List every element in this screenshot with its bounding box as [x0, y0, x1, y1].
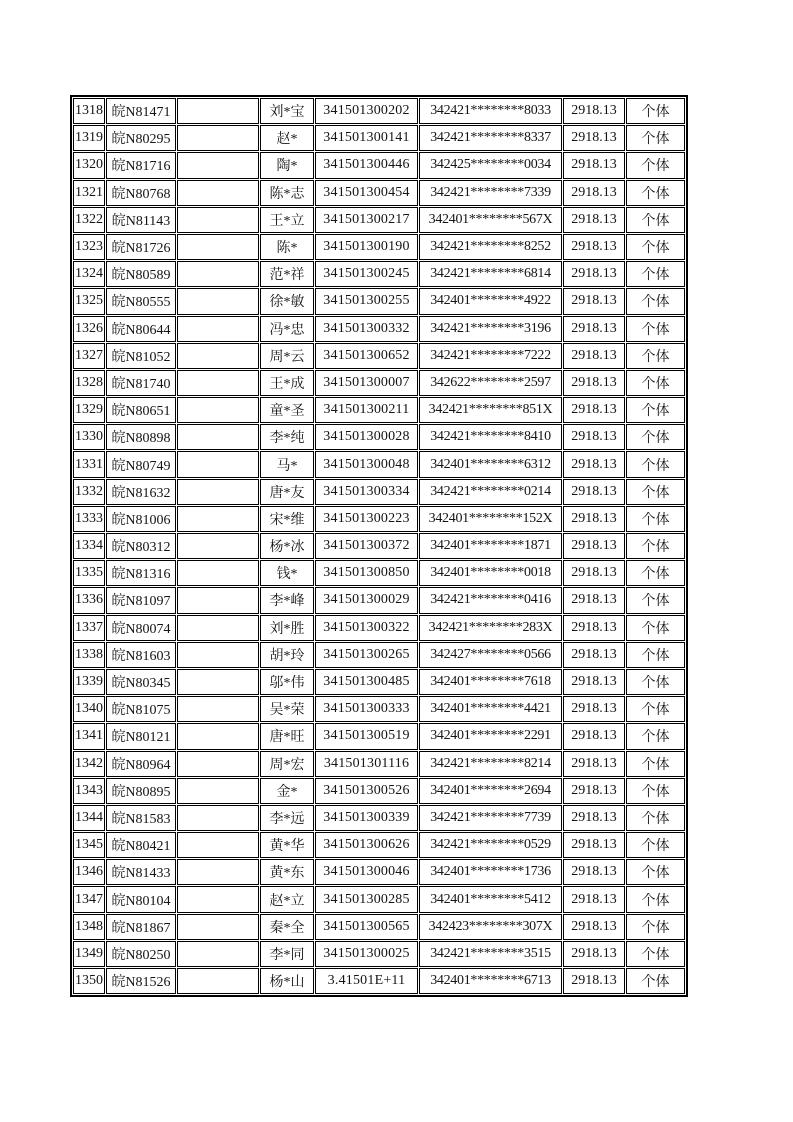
id-number-cell: 342421********8337	[419, 125, 562, 151]
table-row	[73, 914, 685, 940]
seq-number-cell: 1343	[73, 778, 105, 804]
id-number-cell: 342401********6312	[419, 451, 562, 477]
name-cell: 赵*	[260, 125, 314, 151]
empty-cell	[177, 533, 259, 559]
plate-number-cell: 皖N80555	[106, 288, 176, 314]
owner-type-cell: 个体	[626, 778, 685, 804]
id-number-cell: 342421********3196	[419, 316, 562, 342]
seq-number-cell: 1346	[73, 859, 105, 885]
empty-cell	[177, 234, 259, 260]
name-cell: 陶*	[260, 152, 314, 178]
empty-cell	[177, 288, 259, 314]
table-row	[73, 615, 685, 641]
seq-number-cell: 1344	[73, 805, 105, 831]
table-row	[73, 533, 685, 559]
amount-cell: 2918.13	[563, 479, 625, 505]
plate-number-cell: 皖N81097	[106, 587, 176, 613]
id-number-cell: 342401********6713	[419, 968, 562, 994]
record-number-cell: 341501300141	[315, 125, 418, 151]
seq-number-cell: 1325	[73, 288, 105, 314]
seq-number-cell: 1321	[73, 180, 105, 206]
amount-cell: 2918.13	[563, 288, 625, 314]
name-cell: 陈*志	[260, 180, 314, 206]
amount-cell: 2918.13	[563, 941, 625, 967]
record-number-cell: 341501300339	[315, 805, 418, 831]
name-cell: 胡*玲	[260, 642, 314, 668]
plate-number-cell: 皖N81143	[106, 207, 176, 233]
seq-number-cell: 1319	[73, 125, 105, 151]
id-number-cell: 342622********2597	[419, 370, 562, 396]
empty-cell	[177, 696, 259, 722]
amount-cell: 2918.13	[563, 859, 625, 885]
owner-type-cell: 个体	[626, 805, 685, 831]
amount-cell: 2918.13	[563, 125, 625, 151]
empty-cell	[177, 615, 259, 641]
empty-cell	[177, 125, 259, 151]
empty-cell	[177, 370, 259, 396]
amount-cell: 2918.13	[563, 261, 625, 287]
seq-number-cell: 1338	[73, 642, 105, 668]
owner-type-cell: 个体	[626, 506, 685, 532]
name-cell: 范*祥	[260, 261, 314, 287]
amount-cell: 2918.13	[563, 180, 625, 206]
table-row	[73, 125, 685, 151]
owner-type-cell: 个体	[626, 832, 685, 858]
plate-number-cell: 皖N80895	[106, 778, 176, 804]
amount-cell: 2918.13	[563, 805, 625, 831]
plate-number-cell: 皖N80104	[106, 886, 176, 912]
plate-number-cell: 皖N81006	[106, 506, 176, 532]
name-cell: 周*云	[260, 343, 314, 369]
plate-number-cell: 皖N81867	[106, 914, 176, 940]
record-number-cell: 341501300211	[315, 397, 418, 423]
seq-number-cell: 1334	[73, 533, 105, 559]
record-number-cell: 341501300519	[315, 723, 418, 749]
seq-number-cell: 1341	[73, 723, 105, 749]
name-cell: 周*宏	[260, 751, 314, 777]
amount-cell: 2918.13	[563, 587, 625, 613]
empty-cell	[177, 587, 259, 613]
owner-type-cell: 个体	[626, 751, 685, 777]
id-number-cell: 342425********0034	[419, 152, 562, 178]
plate-number-cell: 皖N80312	[106, 533, 176, 559]
table-row	[73, 832, 685, 858]
plate-number-cell: 皖N81740	[106, 370, 176, 396]
amount-cell: 2918.13	[563, 615, 625, 641]
owner-type-cell: 个体	[626, 261, 685, 287]
plate-number-cell: 皖N80250	[106, 941, 176, 967]
id-number-cell: 342421********7222	[419, 343, 562, 369]
amount-cell: 2918.13	[563, 669, 625, 695]
owner-type-cell: 个体	[626, 316, 685, 342]
id-number-cell: 342421********0416	[419, 587, 562, 613]
amount-cell: 2918.13	[563, 98, 625, 124]
empty-cell	[177, 207, 259, 233]
plate-number-cell: 皖N80421	[106, 832, 176, 858]
seq-number-cell: 1333	[73, 506, 105, 532]
owner-type-cell: 个体	[626, 968, 685, 994]
plate-number-cell: 皖N80295	[106, 125, 176, 151]
table-row	[73, 805, 685, 831]
id-number-cell: 342401********0018	[419, 560, 562, 586]
owner-type-cell: 个体	[626, 533, 685, 559]
seq-number-cell: 1323	[73, 234, 105, 260]
plate-number-cell: 皖N80749	[106, 451, 176, 477]
id-number-cell: 342421********6814	[419, 261, 562, 287]
table-row	[73, 424, 685, 450]
name-cell: 宋*维	[260, 506, 314, 532]
amount-cell: 2918.13	[563, 914, 625, 940]
owner-type-cell: 个体	[626, 859, 685, 885]
amount-cell: 2918.13	[563, 370, 625, 396]
owner-type-cell: 个体	[626, 234, 685, 260]
amount-cell: 2918.13	[563, 506, 625, 532]
empty-cell	[177, 316, 259, 342]
record-number-cell: 341501300322	[315, 615, 418, 641]
id-number-cell: 342421********8410	[419, 424, 562, 450]
seq-number-cell: 1331	[73, 451, 105, 477]
table-row	[73, 98, 685, 124]
table-row	[73, 669, 685, 695]
table-row	[73, 261, 685, 287]
owner-type-cell: 个体	[626, 343, 685, 369]
amount-cell: 2918.13	[563, 778, 625, 804]
empty-cell	[177, 941, 259, 967]
name-cell: 徐*敏	[260, 288, 314, 314]
empty-cell	[177, 397, 259, 423]
owner-type-cell: 个体	[626, 207, 685, 233]
empty-cell	[177, 261, 259, 287]
id-number-cell: 342401********152X	[419, 506, 562, 532]
record-number-cell: 341501300048	[315, 451, 418, 477]
name-cell: 王*成	[260, 370, 314, 396]
plate-number-cell: 皖N80121	[106, 723, 176, 749]
id-number-cell: 342401********7618	[419, 669, 562, 695]
table-row	[73, 316, 685, 342]
owner-type-cell: 个体	[626, 370, 685, 396]
name-cell: 杨*山	[260, 968, 314, 994]
id-number-cell: 342423********307X	[419, 914, 562, 940]
owner-type-cell: 个体	[626, 941, 685, 967]
owner-type-cell: 个体	[626, 424, 685, 450]
seq-number-cell: 1337	[73, 615, 105, 641]
record-number-cell: 341501300255	[315, 288, 418, 314]
name-cell: 李*远	[260, 805, 314, 831]
seq-number-cell: 1322	[73, 207, 105, 233]
empty-cell	[177, 859, 259, 885]
record-number-cell: 341501300028	[315, 424, 418, 450]
seq-number-cell: 1342	[73, 751, 105, 777]
id-number-cell: 342401********4421	[419, 696, 562, 722]
name-cell: 刘*宝	[260, 98, 314, 124]
table-row	[73, 642, 685, 668]
table-row	[73, 968, 685, 994]
record-number-cell: 341501300526	[315, 778, 418, 804]
id-number-cell: 342421********7739	[419, 805, 562, 831]
name-cell: 赵*立	[260, 886, 314, 912]
amount-cell: 2918.13	[563, 968, 625, 994]
plate-number-cell: 皖N81526	[106, 968, 176, 994]
plate-number-cell: 皖N81052	[106, 343, 176, 369]
table-row	[73, 234, 685, 260]
record-number-cell: 3.41501E+11	[315, 968, 418, 994]
table-row	[73, 696, 685, 722]
plate-number-cell: 皖N80964	[106, 751, 176, 777]
seq-number-cell: 1345	[73, 832, 105, 858]
record-number-cell: 341501301116	[315, 751, 418, 777]
empty-cell	[177, 778, 259, 804]
amount-cell: 2918.13	[563, 533, 625, 559]
plate-number-cell: 皖N81583	[106, 805, 176, 831]
amount-cell: 2918.13	[563, 696, 625, 722]
record-number-cell: 341501300190	[315, 234, 418, 260]
table-row	[73, 886, 685, 912]
record-number-cell: 341501300223	[315, 506, 418, 532]
table-row	[73, 397, 685, 423]
seq-number-cell: 1318	[73, 98, 105, 124]
empty-cell	[177, 968, 259, 994]
record-number-cell: 341501300029	[315, 587, 418, 613]
plate-number-cell: 皖N80898	[106, 424, 176, 450]
empty-cell	[177, 751, 259, 777]
record-number-cell: 341501300334	[315, 479, 418, 505]
table-row	[73, 451, 685, 477]
owner-type-cell: 个体	[626, 696, 685, 722]
record-number-cell: 341501300332	[315, 316, 418, 342]
id-number-cell: 342421********8252	[419, 234, 562, 260]
amount-cell: 2918.13	[563, 560, 625, 586]
empty-cell	[177, 343, 259, 369]
name-cell: 冯*忠	[260, 316, 314, 342]
name-cell: 黄*东	[260, 859, 314, 885]
table-row	[73, 180, 685, 206]
record-number-cell: 341501300652	[315, 343, 418, 369]
record-number-cell: 341501300372	[315, 533, 418, 559]
empty-cell	[177, 723, 259, 749]
empty-cell	[177, 479, 259, 505]
seq-number-cell: 1349	[73, 941, 105, 967]
plate-number-cell: 皖N80345	[106, 669, 176, 695]
table-row	[73, 479, 685, 505]
record-number-cell: 341501300454	[315, 180, 418, 206]
amount-cell: 2918.13	[563, 832, 625, 858]
seq-number-cell: 1326	[73, 316, 105, 342]
empty-cell	[177, 152, 259, 178]
seq-number-cell: 1332	[73, 479, 105, 505]
owner-type-cell: 个体	[626, 152, 685, 178]
owner-type-cell: 个体	[626, 288, 685, 314]
plate-number-cell: 皖N80589	[106, 261, 176, 287]
name-cell: 李*纯	[260, 424, 314, 450]
id-number-cell: 342401********1736	[419, 859, 562, 885]
id-number-cell: 342421********7339	[419, 180, 562, 206]
empty-cell	[177, 451, 259, 477]
id-number-cell: 342401********5412	[419, 886, 562, 912]
name-cell: 钱*	[260, 560, 314, 586]
seq-number-cell: 1350	[73, 968, 105, 994]
id-number-cell: 342401********1871	[419, 533, 562, 559]
record-number-cell: 341501300245	[315, 261, 418, 287]
id-number-cell: 342401********4922	[419, 288, 562, 314]
empty-cell	[177, 914, 259, 940]
owner-type-cell: 个体	[626, 615, 685, 641]
table-row	[73, 506, 685, 532]
table-row	[73, 587, 685, 613]
name-cell: 陈*	[260, 234, 314, 260]
plate-number-cell: 皖N80651	[106, 397, 176, 423]
owner-type-cell: 个体	[626, 914, 685, 940]
amount-cell: 2918.13	[563, 343, 625, 369]
record-number-cell: 341501300217	[315, 207, 418, 233]
id-number-cell: 342421********8214	[419, 751, 562, 777]
record-number-cell: 341501300007	[315, 370, 418, 396]
record-number-cell: 341501300850	[315, 560, 418, 586]
amount-cell: 2918.13	[563, 642, 625, 668]
empty-cell	[177, 424, 259, 450]
name-cell: 童*圣	[260, 397, 314, 423]
seq-number-cell: 1324	[73, 261, 105, 287]
record-number-cell: 341501300333	[315, 696, 418, 722]
table-row	[73, 778, 685, 804]
name-cell: 李*同	[260, 941, 314, 967]
record-number-cell: 341501300565	[315, 914, 418, 940]
name-cell: 吴*荣	[260, 696, 314, 722]
record-number-cell: 341501300285	[315, 886, 418, 912]
table-row	[73, 941, 685, 967]
record-number-cell: 341501300446	[315, 152, 418, 178]
id-number-cell: 342421********3515	[419, 941, 562, 967]
empty-cell	[177, 832, 259, 858]
records-table-body	[73, 98, 685, 994]
owner-type-cell: 个体	[626, 587, 685, 613]
owner-type-cell: 个体	[626, 98, 685, 124]
record-number-cell: 341501300485	[315, 669, 418, 695]
seq-number-cell: 1329	[73, 397, 105, 423]
owner-type-cell: 个体	[626, 669, 685, 695]
owner-type-cell: 个体	[626, 479, 685, 505]
plate-number-cell: 皖N81632	[106, 479, 176, 505]
amount-cell: 2918.13	[563, 234, 625, 260]
plate-number-cell: 皖N81471	[106, 98, 176, 124]
id-number-cell: 342421********8033	[419, 98, 562, 124]
name-cell: 秦*全	[260, 914, 314, 940]
amount-cell: 2918.13	[563, 424, 625, 450]
amount-cell: 2918.13	[563, 152, 625, 178]
owner-type-cell: 个体	[626, 180, 685, 206]
name-cell: 王*立	[260, 207, 314, 233]
amount-cell: 2918.13	[563, 451, 625, 477]
owner-type-cell: 个体	[626, 723, 685, 749]
seq-number-cell: 1335	[73, 560, 105, 586]
id-number-cell: 342421********851X	[419, 397, 562, 423]
name-cell: 李*峰	[260, 587, 314, 613]
plate-number-cell: 皖N80074	[106, 615, 176, 641]
seq-number-cell: 1330	[73, 424, 105, 450]
plate-number-cell: 皖N81075	[106, 696, 176, 722]
owner-type-cell: 个体	[626, 451, 685, 477]
record-number-cell: 341501300202	[315, 98, 418, 124]
seq-number-cell: 1347	[73, 886, 105, 912]
table-row	[73, 751, 685, 777]
name-cell: 邬*伟	[260, 669, 314, 695]
plate-number-cell: 皖N81726	[106, 234, 176, 260]
plate-number-cell: 皖N81433	[106, 859, 176, 885]
plate-number-cell: 皖N81603	[106, 642, 176, 668]
id-number-cell: 342401********567X	[419, 207, 562, 233]
owner-type-cell: 个体	[626, 125, 685, 151]
id-number-cell: 342421********0214	[419, 479, 562, 505]
empty-cell	[177, 669, 259, 695]
id-number-cell: 342421********0529	[419, 832, 562, 858]
empty-cell	[177, 560, 259, 586]
name-cell: 黄*华	[260, 832, 314, 858]
table-row	[73, 723, 685, 749]
seq-number-cell: 1336	[73, 587, 105, 613]
record-number-cell: 341501300025	[315, 941, 418, 967]
owner-type-cell: 个体	[626, 886, 685, 912]
owner-type-cell: 个体	[626, 642, 685, 668]
record-number-cell: 341501300046	[315, 859, 418, 885]
plate-number-cell: 皖N81316	[106, 560, 176, 586]
table-row	[73, 370, 685, 396]
seq-number-cell: 1328	[73, 370, 105, 396]
name-cell: 刘*胜	[260, 615, 314, 641]
table-row	[73, 560, 685, 586]
amount-cell: 2918.13	[563, 751, 625, 777]
empty-cell	[177, 886, 259, 912]
amount-cell: 2918.13	[563, 316, 625, 342]
empty-cell	[177, 180, 259, 206]
plate-number-cell: 皖N80644	[106, 316, 176, 342]
seq-number-cell: 1348	[73, 914, 105, 940]
id-number-cell: 342401********2694	[419, 778, 562, 804]
table-row	[73, 288, 685, 314]
id-number-cell: 342427********0566	[419, 642, 562, 668]
records-table	[70, 95, 688, 997]
name-cell: 唐*友	[260, 479, 314, 505]
amount-cell: 2918.13	[563, 207, 625, 233]
name-cell: 杨*冰	[260, 533, 314, 559]
owner-type-cell: 个体	[626, 397, 685, 423]
name-cell: 马*	[260, 451, 314, 477]
amount-cell: 2918.13	[563, 397, 625, 423]
name-cell: 唐*旺	[260, 723, 314, 749]
id-number-cell: 342401********2291	[419, 723, 562, 749]
seq-number-cell: 1339	[73, 669, 105, 695]
table-row	[73, 152, 685, 178]
amount-cell: 2918.13	[563, 723, 625, 749]
empty-cell	[177, 805, 259, 831]
amount-cell: 2918.13	[563, 886, 625, 912]
plate-number-cell: 皖N81716	[106, 152, 176, 178]
seq-number-cell: 1327	[73, 343, 105, 369]
table-row	[73, 859, 685, 885]
seq-number-cell: 1340	[73, 696, 105, 722]
record-number-cell: 341501300265	[315, 642, 418, 668]
id-number-cell: 342421********283X	[419, 615, 562, 641]
table-row	[73, 343, 685, 369]
record-number-cell: 341501300626	[315, 832, 418, 858]
seq-number-cell: 1320	[73, 152, 105, 178]
owner-type-cell: 个体	[626, 560, 685, 586]
empty-cell	[177, 506, 259, 532]
empty-cell	[177, 98, 259, 124]
empty-cell	[177, 642, 259, 668]
plate-number-cell: 皖N80768	[106, 180, 176, 206]
name-cell: 金*	[260, 778, 314, 804]
table-row	[73, 207, 685, 233]
